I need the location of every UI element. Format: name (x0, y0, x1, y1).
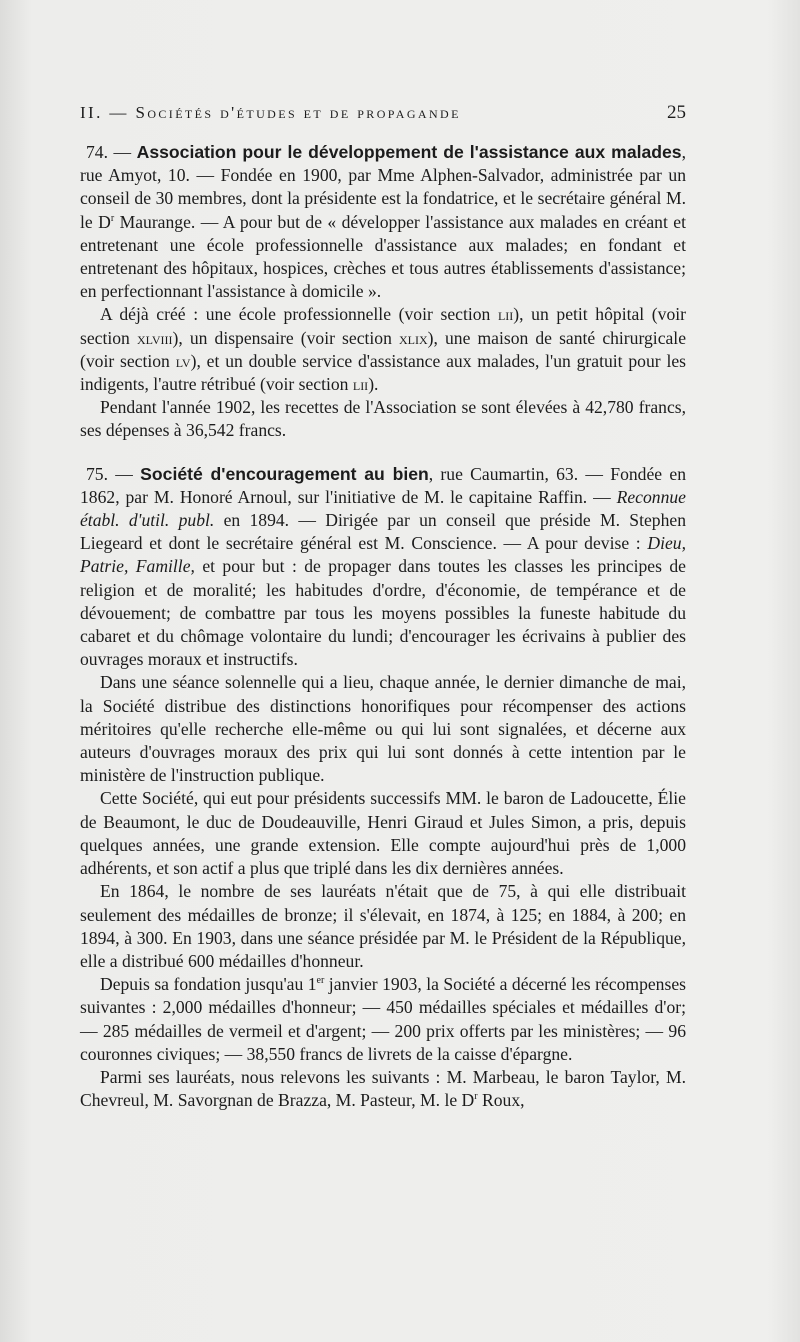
running-header (80, 102, 686, 124)
superscript: er (316, 975, 325, 987)
text-run: en 1894. — Dirigée par un conseil que préside M. Stephen Liegeard et dont le secrétaire général est M. Conscience. — A pour devise : (80, 510, 686, 554)
page-number: 25 (667, 102, 686, 123)
entry-74-paragraph-3: Pendant l'année 1902, les recettes de l'Association se sont élevées à 42,780 francs, ses dépenses à 36,542 francs. (80, 397, 686, 441)
entry-74-title: Association pour le développement de l'assistance aux malades (136, 142, 682, 162)
section-ref: lv (175, 350, 191, 371)
entry-74-number: 74. — (86, 142, 137, 162)
section-ref: lii (497, 304, 514, 325)
text-run: , rue Caumartin, 63. — Fondée en 1862, par M. Honoré Arnoul, sur l'initiative de M. le capitaine Raffin. — (80, 463, 686, 507)
text-run: ), un petit hôpital (voir section (80, 304, 686, 348)
text-run: ). (368, 374, 379, 395)
entry-75-paragraph-2: Dans une séance solennelle qui a lieu, chaque année, le dernier dimanche de mai, la Société distribue des distinctions honorifiques pour récompenser des actions méritoires qu'elle recherche elle-même ou qui lui sont signalées, et décerne aux auteurs d'ouvrages moraux des prix qui lui sont donnés à cette intention par le ministère de l'instruction publique. (80, 672, 686, 786)
section-ref: xlviii (136, 327, 173, 348)
superscript: r (474, 1091, 478, 1103)
entry-75-title: Société d'encouragement au bien (140, 463, 429, 484)
entry-75-paragraph-1 (80, 463, 686, 672)
entry-74-text: , rue Amyot, 10. — Fondée en 1900, par Mme Alphen-Salvador, administrée par un conseil de 30 membres, dont la présidente est la fondatrice, et le secrétaire général M. le D (80, 142, 686, 232)
text-run: A déjà créé : une école professionnelle (voir section (100, 304, 498, 325)
entry-74-paragraph-1 (80, 141, 686, 303)
text-run: ), une maison de santé chirurgicale (voir section (80, 327, 687, 371)
section-ref: lii (352, 374, 369, 395)
entry-75-paragraph-4: En 1864, le nombre de ses lauréats n'était que de 75, à qui elle distribuait seulement des médailles de bronze; il s'élevait, en 1874, à 125; en 1884, à 200; en 1894, à 300. En 1903, dans une séance présidée par M. le Président de la République, elle a distribué 600 médailles d'honneur. (80, 881, 686, 971)
text-run: Parmi ses lauréats, nous relevons les suivants : M. Marbeau, le baron Taylor, M. Chevreul, M. Savorgnan de Brazza, M. Pasteur, M. le D (80, 1066, 686, 1111)
superscript: r (110, 212, 115, 224)
entry-75-paragraph-5 (80, 973, 686, 1066)
entry-75-paragraph-3: Cette Société, qui eut pour présidents successifs MM. le baron de Ladoucette, Élie de Beaumont, le duc de Doudeauville, Henri Giraud et Jules Simon, a pris, depuis quelques années, une grande extension. Elle compte aujourd'hui près de 1,000 adhérents, et son actif a plus que triplé dans les dix dernières années. (80, 788, 686, 879)
entry-75-paragraph-6 (80, 1066, 686, 1112)
text-run: Roux, (477, 1090, 525, 1111)
text-run: ), et un double service d'assistance aux malades, l'un gratuit pour les indigents, l'autre rétribué (voir section (80, 350, 686, 395)
entry-74-text: Maurange. — A pour but de « développer l'assistance aux malades en créant et entretenant une école professionnelle d'assistance aux malades; en fondant et entretenant des hôpitaux, hospices, crèches et tous autres établissements d'assistance; en perfectionnant l'assistance à domicile ». (80, 211, 686, 302)
section-ref: xlix (398, 327, 428, 348)
text-run: janvier 1903, la Société a décerné les récompenses suivantes : 2,000 médailles d'honneur; — 450 médailles spéciales et médailles d'or; — 285 médailles de vermeil et d'argent; — 200 prix offerts par les ministères; — 96 couronnes civiques; — 38,550 francs de livrets de la caisse d'épargne. (80, 974, 686, 1064)
running-title: II. — Sociétés d'études et de propagande (80, 103, 461, 122)
page-body (80, 141, 686, 1112)
italic-text: Reconnue établ. d'util. publ. (80, 486, 686, 531)
text-run: ), un dispensaire (voir section (172, 327, 399, 348)
text-run: et pour but : de propager dans toutes les classes les principes de religion et de moralité; les habitudes d'ordre, d'économie, de tempérance et de dévouement; de combattre par tous les moyens possibles la funeste habitude du cabaret et du chômage volontaire du lundi; d'encourager les écrivains à publier des ouvrages moraux et instructifs. (80, 556, 686, 670)
entry-75-number: 75. — (86, 463, 141, 484)
text-run: Depuis sa fondation jusqu'au 1 (100, 974, 317, 995)
italic-text: Dieu, Patrie, Famille, (80, 533, 686, 577)
entry-74-paragraph-2 (80, 303, 686, 396)
